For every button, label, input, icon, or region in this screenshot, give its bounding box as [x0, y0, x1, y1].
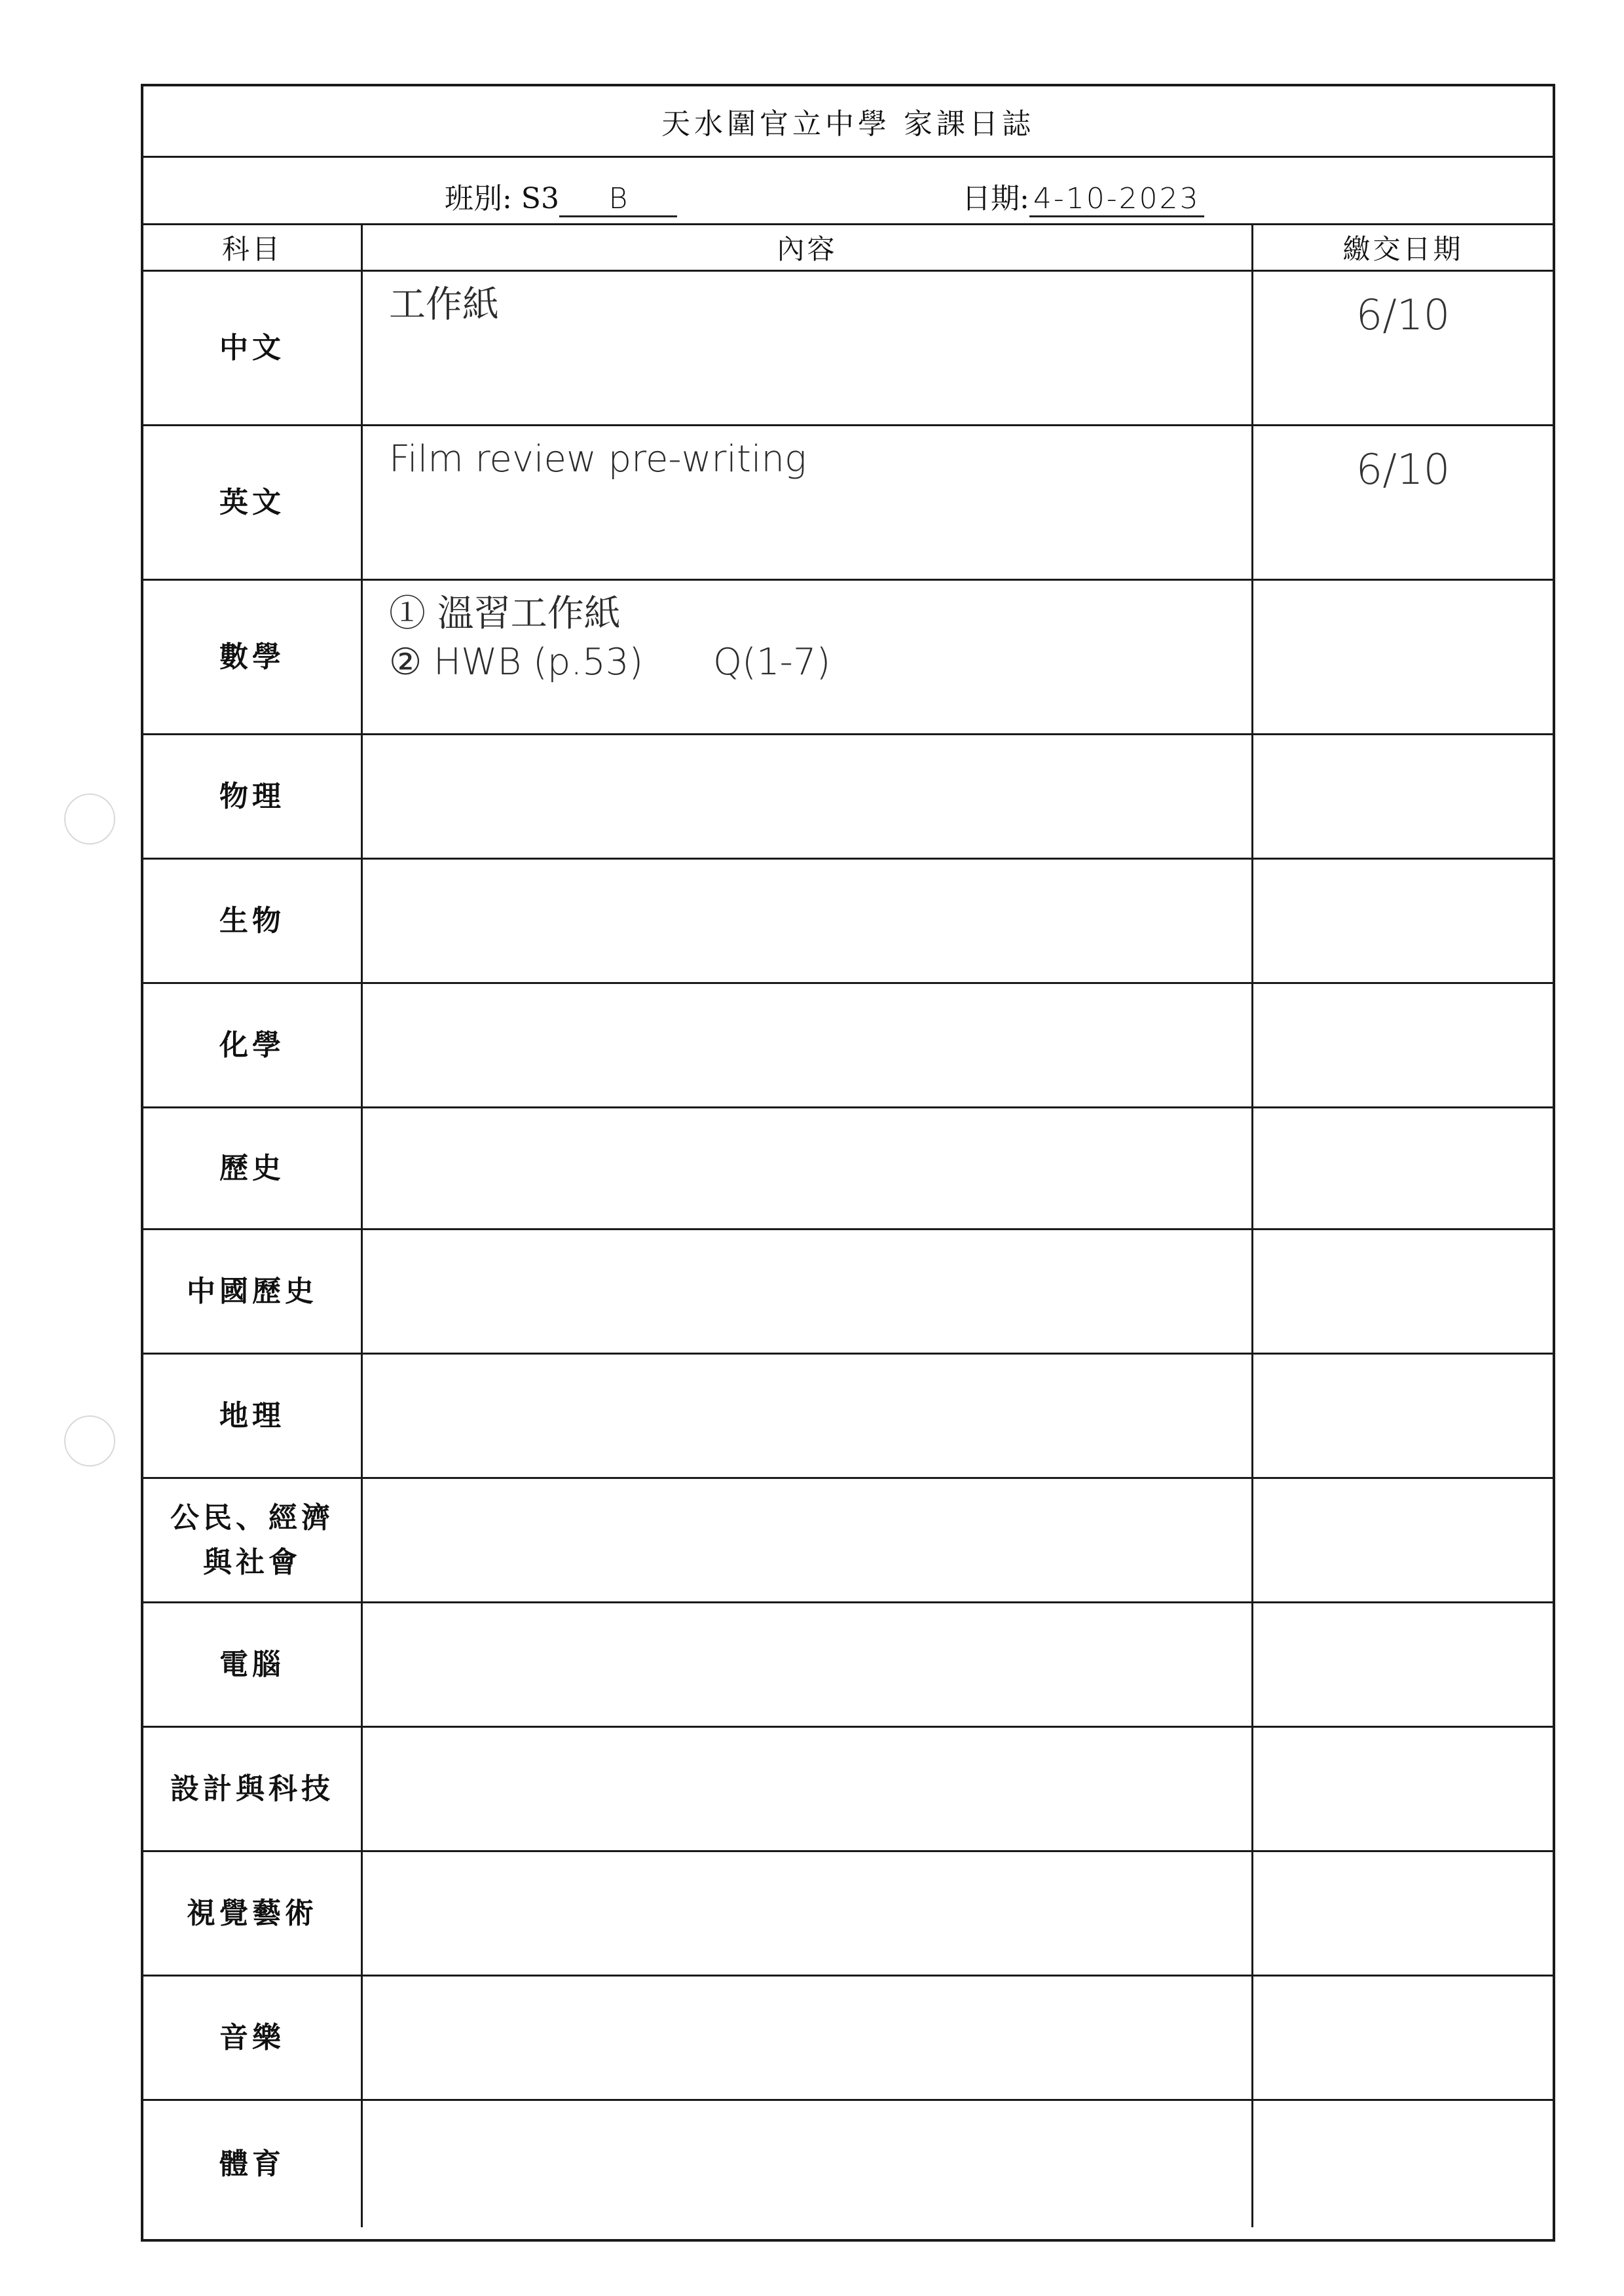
header-content: 內容: [363, 225, 1253, 272]
content-cell: [363, 860, 1253, 984]
subject-cell: 設計與科技: [143, 1728, 363, 1852]
due-date: 6/10: [1356, 291, 1450, 340]
homework-content: ① 溫習工作紙 ② HWB (p.53) Q(1-7): [389, 592, 831, 683]
due-date-cell: [1253, 581, 1553, 735]
content-cell: [363, 735, 1253, 860]
due-date-cell: [1253, 735, 1553, 860]
content-cell: [363, 272, 1253, 426]
due-date-cell: [1253, 2101, 1553, 2227]
subject-cell: 生物: [143, 860, 363, 984]
subject-cell: 歷史: [143, 1108, 363, 1230]
date-field: [962, 175, 1204, 217]
class-field: [445, 175, 677, 217]
subject-cell: 地理: [143, 1355, 363, 1479]
due-date-cell: [1253, 426, 1553, 581]
punch-hole-upper: [64, 793, 115, 845]
content-cell: [363, 1108, 1253, 1230]
due-date-cell: [1253, 1728, 1553, 1852]
content-cell: [363, 1603, 1253, 1728]
due-date-cell: [1253, 984, 1553, 1108]
due-date-cell: [1253, 1977, 1553, 2101]
content-cell: [363, 1355, 1253, 1479]
content-cell: [363, 1479, 1253, 1603]
due-date-cell: [1253, 1108, 1553, 1230]
date-value: 4-10-2023: [1029, 182, 1204, 217]
content-cell: [363, 2101, 1253, 2227]
form-title: 天水圍官立中學 家課日誌: [143, 86, 1553, 158]
content-cell: [363, 581, 1253, 735]
subject-cell: 體育: [143, 2101, 363, 2227]
due-date-cell: [1253, 1603, 1553, 1728]
due-date-cell: [1253, 1852, 1553, 1977]
content-cell: [363, 426, 1253, 581]
due-date-cell: [1253, 860, 1553, 984]
form-meta: [143, 158, 1553, 225]
class-label: 班別: S3: [445, 182, 559, 215]
subject-cell: 中文: [143, 272, 363, 426]
content-cell: [363, 1977, 1253, 2101]
subject-cell: 物理: [143, 735, 363, 860]
header-subject: 科目: [143, 225, 363, 272]
homework-content: 工作紙: [389, 283, 499, 326]
content-cell: [363, 1728, 1253, 1852]
content-cell: [363, 984, 1253, 1108]
subject-cell: 音樂: [143, 1977, 363, 2101]
homework-table: [143, 225, 1553, 2227]
class-value: B: [559, 182, 677, 217]
date-label: 日期:: [962, 182, 1029, 215]
subject-cell: 數學: [143, 581, 363, 735]
homework-diary-form: [141, 84, 1555, 2242]
subject-cell: 中國歷史: [143, 1230, 363, 1355]
due-date-cell: [1253, 1230, 1553, 1355]
subject-cell: 電腦: [143, 1603, 363, 1728]
due-date-cell: [1253, 1355, 1553, 1479]
homework-content: Film review pre-writing: [389, 438, 807, 481]
subject-cell: 英文: [143, 426, 363, 581]
content-cell: [363, 1230, 1253, 1355]
due-date-cell: [1253, 1479, 1553, 1603]
due-date: 6/10: [1356, 446, 1450, 494]
subject-cell: 視覺藝術: [143, 1852, 363, 1977]
content-cell: [363, 1852, 1253, 1977]
subject-cell: 公民、經濟 與社會: [143, 1479, 363, 1603]
subject-cell: 化學: [143, 984, 363, 1108]
header-due-date: 繳交日期: [1253, 225, 1553, 272]
due-date-cell: [1253, 272, 1553, 426]
punch-hole-lower: [64, 1415, 115, 1467]
